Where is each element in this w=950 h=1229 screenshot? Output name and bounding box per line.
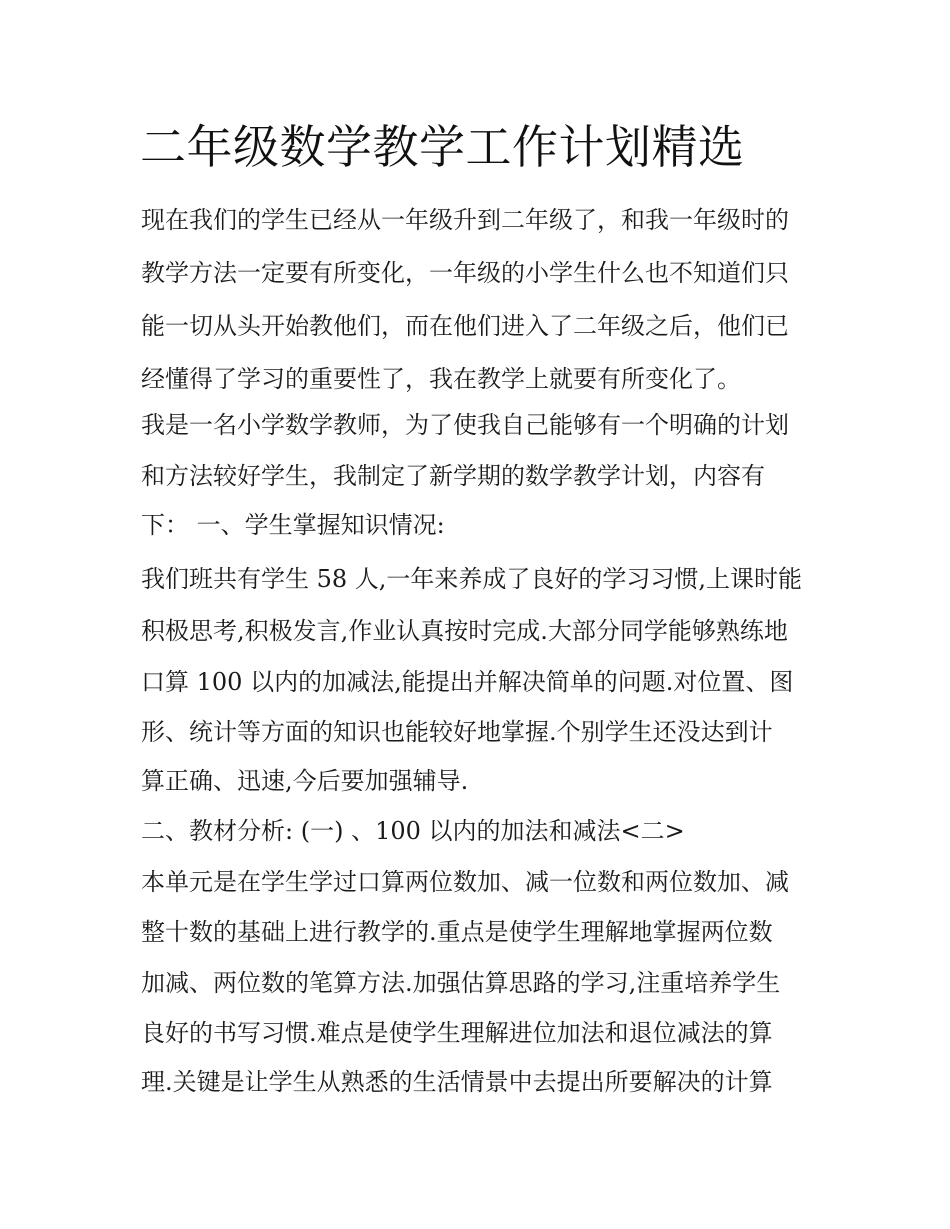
paragraph-line: 我是一名小学数学教师，为了使我自己能够有一个明确的计划 bbox=[141, 411, 789, 439]
paragraph-line: 教学方法一定要有所变化，一年级的小学生什么也不知道们只 bbox=[141, 259, 789, 287]
paragraph-line: 积极思考,积极发言,作业认真按时完成.大部分同学能够熟练地 bbox=[141, 617, 788, 645]
paragraph-line: 加减、两位数的笔算方法.加强估算思路的学习,注重培养学生 bbox=[141, 969, 781, 997]
paragraph-line: 本单元是在学生学过口算两位数加、减一位数和两位数加、减 bbox=[141, 868, 789, 896]
paragraph-line: 算正确、迅速,今后要加强辅导. bbox=[141, 767, 469, 795]
paragraph-line: 二、教材分析: (一) 、100 以内的加法和减法<二> bbox=[141, 817, 685, 845]
paragraph-line: 形、统计等方面的知识也能较好地掌握.个别学生还没达到计 bbox=[141, 718, 773, 746]
paragraph-line: 理.关键是让学生从熟悉的生活情景中去提出所要解决的计算 bbox=[141, 1068, 773, 1096]
paragraph-line: 经懂得了学习的重要性了，我在教学上就要有所变化了。 bbox=[141, 365, 741, 393]
paragraph-line: 我们班共有学生 58 人,一年来养成了良好的学习习惯,上课时能 bbox=[141, 565, 803, 593]
paragraph-line: 现在我们的学生已经从一年级升到二年级了，和我一年级时的 bbox=[141, 206, 789, 234]
paragraph-line: 和方法较好学生，我制定了新学期的数学教学计划，内容有 bbox=[141, 462, 765, 490]
paragraph-line: 下： 一、学生掌握知识情况: bbox=[141, 511, 445, 539]
paragraph-line: 整十数的基础上进行教学的.重点是使学生理解地掌握两位数 bbox=[141, 918, 773, 946]
document-title: 二年级数学教学工作计划精选 bbox=[140, 120, 745, 174]
paragraph-line: 能一切从头开始教他们，而在他们进入了二年级之后，他们已 bbox=[141, 312, 789, 340]
paragraph-line: 良好的书写习惯.难点是使学生理解进位加法和退位减法的算 bbox=[141, 1019, 773, 1047]
paragraph-line: 口算 100 以内的加减法,能提出并解决简单的问题.对位置、图 bbox=[141, 668, 794, 696]
